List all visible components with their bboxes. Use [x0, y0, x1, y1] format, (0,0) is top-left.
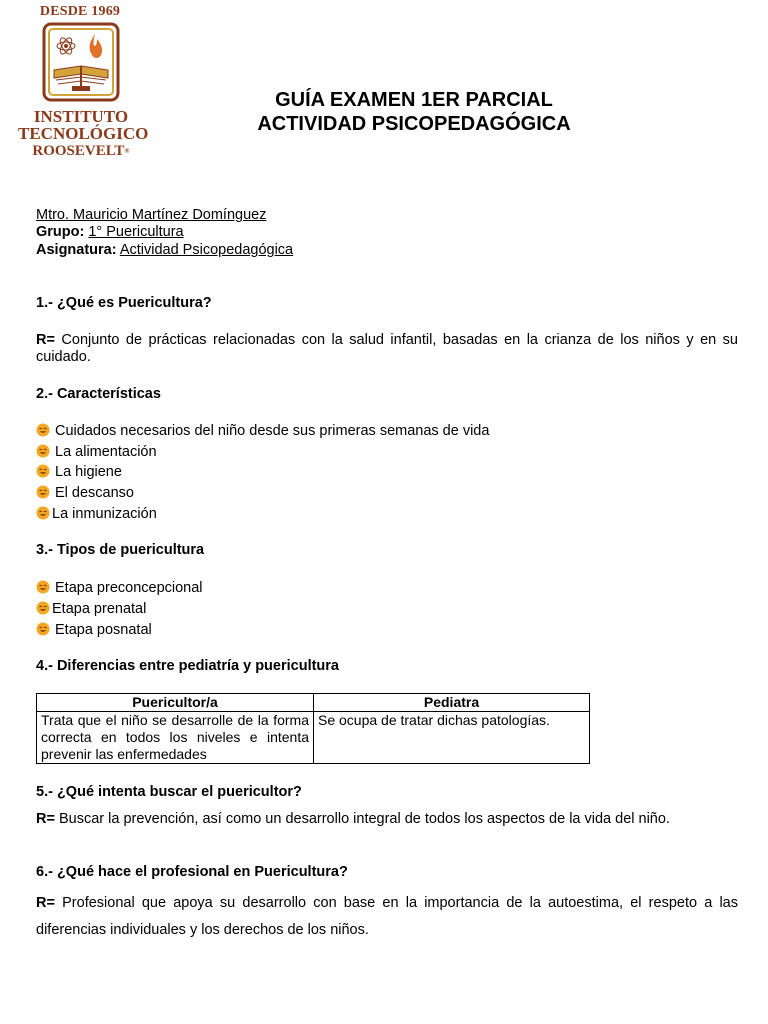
answer-5-label: R= — [36, 811, 55, 827]
question-6: 6.- ¿Qué hace el profesional en Puericultura? — [36, 864, 348, 880]
list-item — [36, 485, 134, 502]
table-header-cell: Pediatra — [314, 694, 590, 712]
table-cell: Se ocupa de tratar dichas patologías. — [314, 712, 590, 764]
registered-mark: ® — [124, 147, 130, 155]
table-header-cell: Puericultor/a — [37, 694, 314, 712]
answer-6 — [36, 890, 738, 944]
table-row — [37, 712, 590, 764]
question-4: 4.- Diferencias entre pediatría y puericultura — [36, 658, 339, 674]
smiley-icon — [36, 506, 50, 520]
answer-5-text: Buscar la prevención, así como un desarrollo integral de todos los aspectos de la vida del niño. — [58, 811, 670, 827]
list-item — [36, 601, 146, 618]
list-item — [36, 444, 157, 461]
subject-line — [36, 242, 293, 259]
characteristic-text: El descanso — [55, 485, 134, 501]
list-item — [36, 464, 122, 481]
type-text: Etapa prenatal — [52, 601, 147, 617]
list-item — [36, 506, 157, 523]
smiley-icon — [36, 601, 50, 615]
smiley-icon — [36, 580, 50, 594]
subject-label: Asignatura: — [36, 242, 117, 258]
group-label: Grupo: — [36, 224, 85, 240]
answer-1-text: Conjunto de prácticas relacionadas con la salud infantil, basadas en la crianza de los niños y en su cuidado. — [36, 332, 738, 365]
question-1: 1.- ¿Qué es Puericultura? — [36, 295, 212, 311]
list-item — [36, 423, 489, 440]
smiley-icon — [36, 464, 50, 478]
document-title-line1: GUÍA EXAMEN 1ER PARCIAL — [275, 89, 553, 111]
table-header-row — [37, 694, 590, 712]
type-text: Etapa posnatal — [55, 622, 152, 638]
group-line — [36, 224, 184, 241]
smiley-icon — [36, 423, 50, 437]
logo-since-text: DESDE 1969 — [39, 4, 121, 19]
teacher-name: Mtro. Mauricio Martínez Domínguez — [36, 207, 267, 223]
question-3: 3.- Tipos de puericultura — [36, 542, 205, 558]
type-text: Etapa preconcepcional — [55, 580, 203, 596]
table-cell: Trata que el niño se desarrolle de la forma correcta en todos los niveles e intenta prevenir las enfermedades — [37, 712, 314, 764]
smiley-icon — [36, 622, 50, 636]
smiley-icon — [36, 444, 50, 458]
logo-emblem-icon — [42, 22, 120, 102]
smiley-icon — [36, 485, 50, 499]
question-2: 2.- Características — [36, 386, 161, 402]
answer-5 — [36, 811, 738, 828]
characteristic-text: La higiene — [55, 464, 122, 480]
answer-6-label: R= — [36, 895, 55, 911]
answer-6-text: Profesional que apoya su desarrollo con base en la importancia de la autoestima, el respeto a las diferencias individuales y los derechos de los niños. — [36, 895, 738, 938]
answer-1 — [36, 332, 738, 366]
logo-name-line1: INSTITUTO — [33, 107, 129, 126]
document-title-line2: ACTIVIDAD PSICOPEDAGÓGICA — [257, 113, 571, 135]
group-value: 1° Puericultura — [88, 224, 184, 240]
characteristic-text: La inmunización — [52, 506, 157, 522]
logo-name-line2: TECNOLÓGICO — [18, 124, 149, 143]
comparison-table — [36, 693, 590, 764]
characteristic-text: La alimentación — [55, 444, 157, 460]
characteristic-text: Cuidados necesarios del niño desde sus primeras semanas de vida — [55, 423, 490, 439]
logo-name-line3 — [18, 143, 144, 160]
list-item — [36, 622, 152, 639]
answer-1-label: R= — [36, 332, 55, 348]
logo-name-line3-text: ROOSEVELT — [32, 143, 125, 159]
list-item — [36, 580, 203, 597]
subject-value: Actividad Psicopedagógica — [119, 242, 294, 258]
institute-logo — [18, 4, 149, 159]
question-5: 5.- ¿Qué intenta buscar el puericultor? — [36, 784, 302, 800]
